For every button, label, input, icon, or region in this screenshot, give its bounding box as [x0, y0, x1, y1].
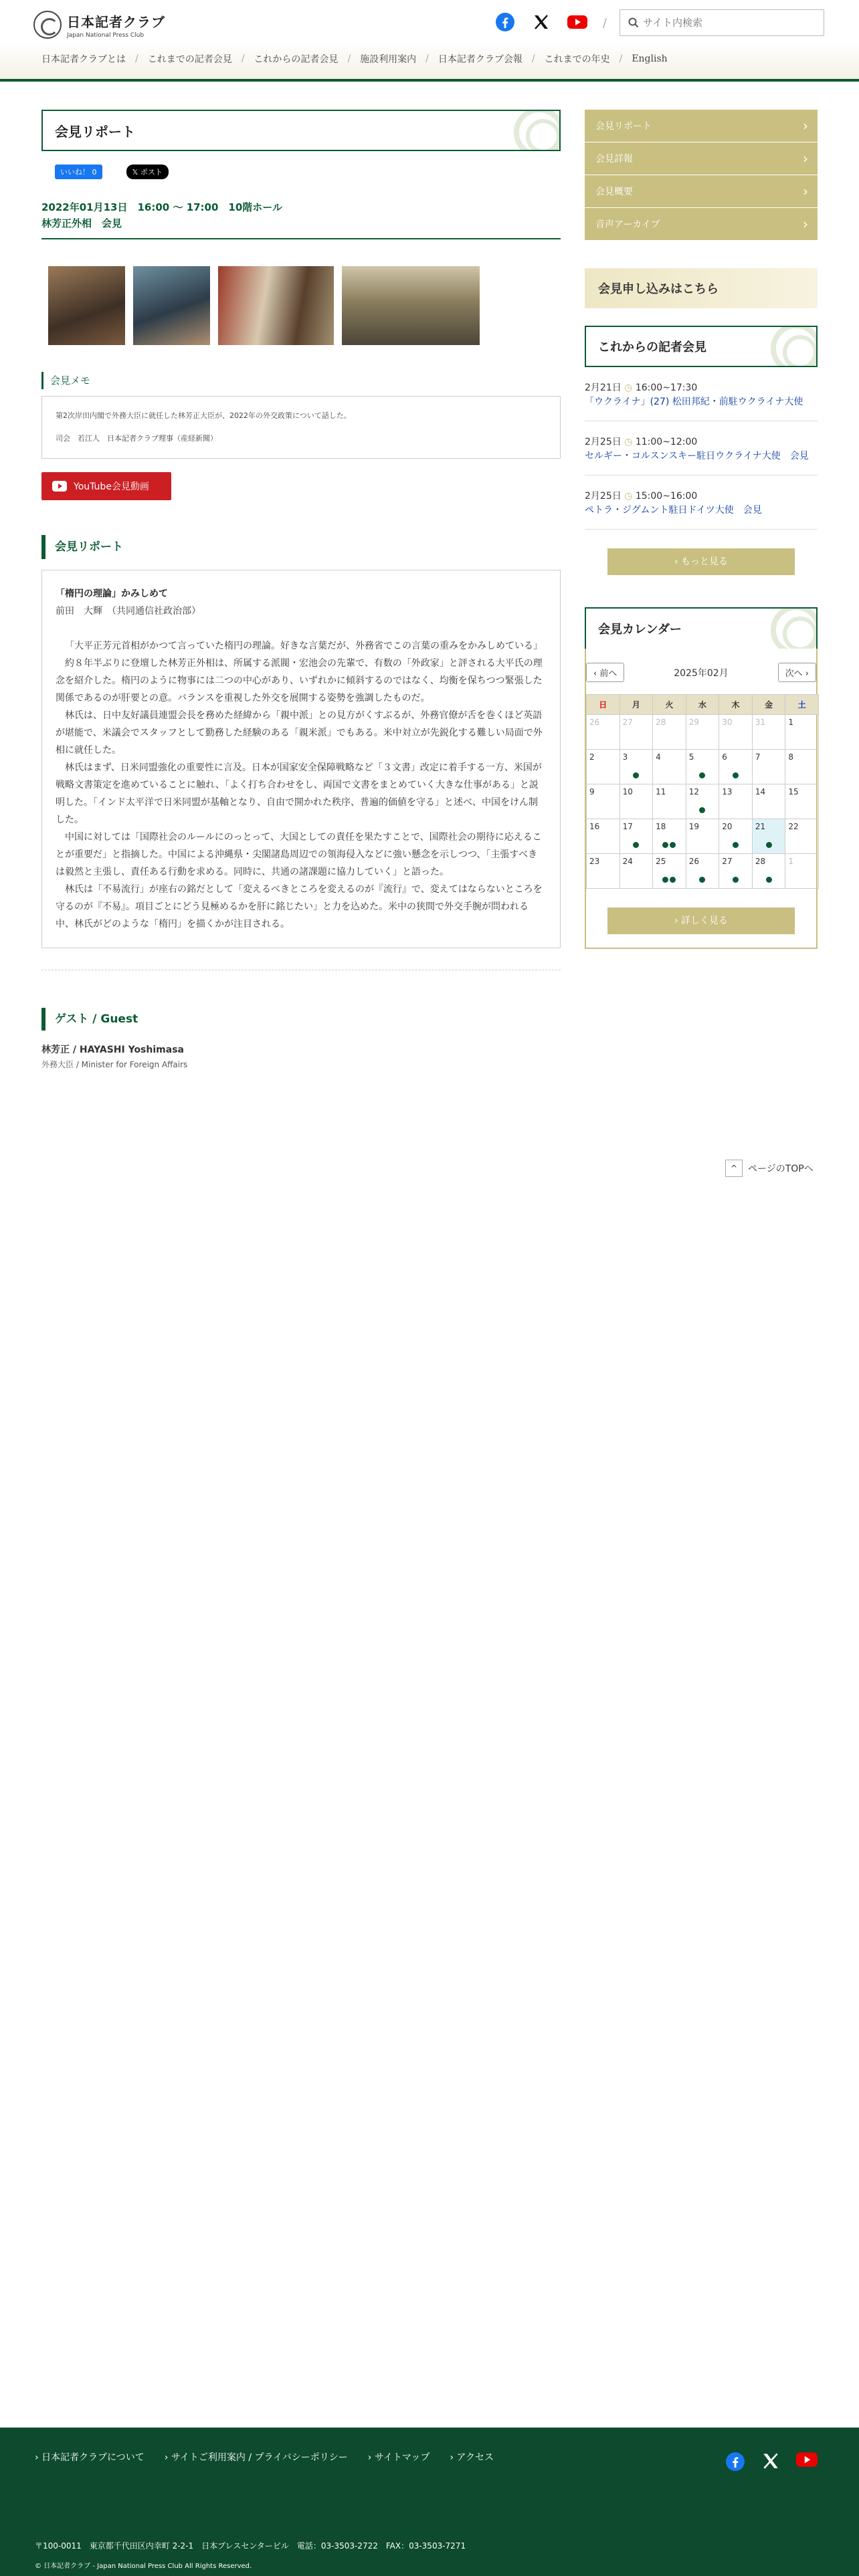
memo-heading: 会見メモ	[41, 372, 561, 389]
calendar-day	[619, 784, 653, 819]
report-paragraph: 約８年半ぶりに登壇した林芳正外相は、所属する派閥・宏池会の先輩で、有数の「外政家」と評される大平氏の理念を紹介した。楕円のように物事には二つの中心があり、いずれかに傾斜するのではなく、均衡を保ちつつ緊張した関係であるのが肝要との意。バランスを重視した外交を展開する姿勢を強調したものだ。	[56, 658, 543, 704]
chevron-right-icon: ›	[450, 2452, 457, 2463]
calendar-day-number: 8	[788, 752, 794, 762]
calendar-detail-button[interactable]: › 詳しく見る	[607, 907, 795, 934]
calendar-weekday: 月	[619, 695, 653, 715]
footer-social-links	[725, 2452, 818, 2474]
footer-link[interactable]	[450, 2450, 494, 2464]
calendar-day[interactable]	[653, 819, 686, 854]
calendar-weekday: 火	[653, 695, 686, 715]
calendar-day-number: 14	[755, 787, 766, 796]
nav-item[interactable]: これからの記者会見	[254, 54, 339, 65]
calendar-day[interactable]	[653, 854, 686, 889]
facebook-icon[interactable]	[495, 12, 515, 32]
report-paragraph: 林氏は、日中友好議員連盟会長を務めた経緯から「親中派」との見方がくすぶるが、外務官僚が舌を巻くほど英語が堪能で、米議会でスタッフとして勤務した経験のある「親米派」でもある。米中対立が先鋭化する難しい局面で外相に就任した。	[56, 710, 543, 756]
calendar-day-number: 1	[788, 857, 794, 866]
nav-separator: /	[135, 53, 138, 64]
calendar-day[interactable]	[719, 854, 753, 889]
report-title: 「楕円の理論」かみしめて	[56, 588, 168, 599]
youtube-icon[interactable]	[567, 12, 587, 32]
chevron-up-icon: ^	[725, 1160, 743, 1177]
calendar-day-number: 10	[622, 787, 633, 796]
chevron-right-icon: ›	[164, 2452, 171, 2463]
memo-moderator: 司会 若江人 日本記者クラブ理事（産経新聞）	[56, 434, 217, 443]
calendar-day-number: 28	[656, 718, 666, 727]
calendar-day[interactable]	[686, 784, 719, 819]
sidebar-menu	[585, 110, 818, 240]
search-icon	[628, 17, 639, 28]
calendar-day-number: 1	[788, 718, 794, 727]
report-paragraph: 中国に対しては「国際社会のルールにのっとって、大国としての責任を果たすことで、国際社会の期待に応えることが重要だ」と指摘した。中国による沖縄県・尖閣諸島周辺での領海侵入などに強い懸念を示しつつ、「主張すべきは毅然と主張し、責任ある行動を求める。同時に、共通の諸課題に協力していく」と語った。	[56, 832, 542, 877]
calendar-day	[587, 819, 620, 854]
event-item	[585, 367, 818, 421]
footer-link-label: サイトマップ	[374, 2452, 430, 2463]
event-dots	[686, 877, 719, 883]
event-dots	[653, 842, 686, 848]
footer-link[interactable]	[368, 2450, 430, 2464]
calendar-day-number: 4	[656, 752, 661, 762]
calendar-prev-button[interactable]: ‹ 前へ	[586, 663, 624, 682]
footer-links	[35, 2450, 494, 2464]
calendar-day	[653, 750, 686, 784]
calendar-day-number: 29	[688, 718, 699, 727]
calendar-day[interactable]	[752, 819, 785, 854]
calendar-day-number: 5	[688, 752, 694, 762]
youtube-icon	[52, 481, 67, 492]
site-header	[0, 0, 859, 79]
page-top-link[interactable]	[725, 1160, 814, 1177]
sidebar	[585, 110, 818, 949]
event-dot-icon	[733, 842, 739, 848]
footer-link[interactable]	[35, 2450, 145, 2464]
nav-separator: /	[619, 53, 623, 64]
guest-heading: ゲスト / Guest	[41, 1008, 561, 1031]
calendar-day-number: 6	[722, 752, 727, 762]
event-dots	[753, 842, 785, 848]
page-top-label: ページのTOPへ	[748, 1164, 814, 1174]
calendar-day-number: 13	[722, 787, 733, 796]
event-item	[585, 475, 818, 530]
calendar-day	[653, 784, 686, 819]
logo-mark-icon	[33, 11, 62, 39]
calendar-day-number: 9	[589, 787, 595, 796]
report-body	[56, 637, 547, 933]
share-row	[41, 165, 561, 179]
logo-title: 日本記者クラブ	[67, 13, 165, 30]
report-author: 前田 大輝 （共同通信社政治部）	[56, 606, 201, 617]
calendar-day	[785, 750, 819, 784]
clock-icon: ◷	[621, 437, 636, 447]
calendar-day	[619, 854, 653, 889]
upcoming-events-list	[585, 367, 818, 530]
calendar-prev-label: 前へ	[599, 669, 617, 679]
footer-link-label: アクセス	[456, 2452, 494, 2463]
calendar-day-number: 20	[722, 822, 733, 831]
footer-address: 〒100-0011 東京都千代田区内幸町 2-2-1 日本プレスセンタービル 電話：03-3503-2722 FAX：03-3503-7271	[35, 2541, 466, 2551]
event-dots	[719, 772, 752, 778]
calendar-day-number: 3	[622, 752, 628, 762]
event-date: 2月25日	[585, 437, 622, 447]
chevron-right-icon: ›	[35, 2452, 42, 2463]
event-dot-icon	[699, 877, 705, 883]
calendar-day-number: 26	[688, 857, 699, 866]
calendar-day	[752, 750, 785, 784]
calendar-heading: 会見カレンダー	[598, 623, 682, 637]
event-dot-icon	[662, 877, 668, 883]
calendar	[585, 649, 818, 949]
event-dot-icon	[670, 877, 676, 883]
calendar-day	[587, 854, 620, 889]
calendar-day	[686, 715, 719, 750]
chevron-right-icon: ›	[367, 2452, 375, 2463]
calendar-day	[785, 715, 819, 750]
search-input[interactable]	[643, 17, 810, 29]
calendar-day-number: 24	[622, 857, 633, 866]
calendar-day-number: 31	[755, 718, 766, 727]
upcoming-heading: これからの記者会見	[598, 340, 706, 354]
calendar-day-number: 15	[788, 787, 799, 796]
sidebar-menu-item[interactable]: 音声アーカイブ ›	[585, 208, 818, 240]
calendar-day	[653, 715, 686, 750]
site-search[interactable]	[619, 9, 824, 36]
footer-link-label: サイトご利用案内 / プライバシーポリシー	[171, 2452, 348, 2463]
logo-subtitle: Japan National Press Club	[67, 31, 145, 39]
guest-role: 外務大臣 / Minister for Foreign Affairs	[41, 1060, 188, 1069]
event-title-link[interactable]: セルギー・コルスンスキー駐日ウクライナ大使 会見	[585, 451, 809, 461]
nav-item[interactable]: 日本記者クラブとは	[41, 54, 126, 65]
event-time: 16:00~17:30	[635, 383, 698, 393]
more-button[interactable]: › もっと見る	[607, 548, 795, 575]
photo-thumbnail[interactable]	[48, 266, 125, 345]
calendar-day	[686, 819, 719, 854]
calendar-weekday: 木	[719, 695, 753, 715]
event-speaker: 林芳正外相 会見	[41, 217, 122, 229]
nav-separator: /	[241, 53, 245, 64]
apply-banner[interactable]: 会見申し込みはこちら	[585, 268, 818, 308]
calendar-weekday: 水	[686, 695, 719, 715]
calendar-day-number: 30	[722, 718, 733, 727]
calendar-day	[719, 715, 753, 750]
facebook-icon[interactable]	[725, 2452, 745, 2474]
x-icon[interactable]	[531, 12, 551, 32]
footer-link-label: 日本記者クラブについて	[41, 2452, 145, 2463]
title-decoration-icon	[514, 110, 561, 151]
nav-item[interactable]: これまでの年史	[544, 54, 610, 65]
calendar-day[interactable]	[619, 750, 653, 784]
calendar-day	[587, 784, 620, 819]
event-dot-icon	[733, 772, 739, 778]
report-paragraph: 林氏は「不易流行」が座右の銘だとして「変えるべきところを変えるのが『流行』で、変えてはならないところを守るのが『不易』。項目ごとにどう見極めるかを肝に銘じたい」と力を込めた。米中の狭間で外交手腕が問われる中、林氏がどのような「楕円」を描くかが注目される。	[56, 884, 543, 930]
event-item	[585, 421, 818, 475]
guest-name: 林芳正 / HAYASHI Yoshimasa	[41, 1045, 184, 1055]
calendar-day-number: 7	[755, 752, 761, 762]
event-title-link[interactable]: 「ウクライナ」(27) 松田邦紀・前駐ウクライナ大使	[585, 397, 803, 407]
event-dot-icon	[733, 877, 739, 883]
calendar-day-number: 27	[722, 857, 733, 866]
calendar-day-number: 17	[622, 822, 633, 831]
footer-link[interactable]	[165, 2450, 348, 2464]
calendar-day	[587, 750, 620, 784]
event-info	[41, 199, 561, 231]
event-date: 2月21日	[585, 383, 622, 393]
site-footer	[0, 2428, 859, 2576]
calendar-detail-label: 詳しく見る	[681, 916, 729, 926]
photo-thumbnail[interactable]	[218, 266, 334, 345]
calendar-weekday: 土	[785, 695, 819, 715]
report-paragraph: 「大平正芳元首相がかつて言っていた楕円の理論。好きな言葉だが、外務省でこの言葉の重みをかみしめている」	[65, 641, 543, 651]
nav-separator: /	[425, 53, 429, 64]
calendar-day-number: 2	[589, 752, 595, 762]
report-box	[41, 570, 561, 948]
calendar-day	[619, 715, 653, 750]
event-dot-icon	[699, 772, 705, 778]
page-title: 会見リポート	[55, 123, 135, 140]
event-date-row	[585, 381, 818, 394]
calendar-day[interactable]	[619, 819, 653, 854]
youtube-video-button[interactable]	[41, 472, 171, 500]
calendar-day[interactable]	[752, 854, 785, 889]
event-dots	[620, 772, 653, 778]
more-button-label: もっと見る	[681, 556, 729, 567]
youtube-video-label: YouTube会見動画	[74, 481, 149, 492]
event-dot-icon	[633, 842, 639, 848]
divider	[41, 238, 561, 239]
calendar-day-number: 26	[589, 718, 600, 727]
event-date-row	[585, 435, 818, 448]
x-post-label: ポスト	[140, 168, 163, 177]
event-dots	[686, 772, 719, 778]
memo-box	[41, 396, 561, 459]
calendar-day-number: 22	[788, 822, 799, 831]
nav-item[interactable]: 日本記者クラブ会報	[438, 54, 522, 65]
event-title-link[interactable]: ペトラ・ジグムント駐日ドイツ大使 会見	[585, 505, 762, 516]
footer-copyright: © 日本記者クラブ - Japan National Press Club All Rights Reserved.	[35, 2563, 252, 2570]
calendar-heading-box	[585, 607, 818, 649]
photo-thumbnail[interactable]	[342, 266, 480, 345]
calendar-grid	[586, 694, 819, 889]
calendar-weekday: 金	[752, 695, 785, 715]
page-title-box	[41, 110, 561, 151]
global-nav	[41, 52, 668, 66]
clock-icon: ◷	[621, 491, 636, 502]
x-post-button[interactable]: 𝕏 ポスト	[126, 165, 169, 179]
report-heading: 会見リポート	[41, 535, 561, 559]
calendar-day-number: 28	[755, 857, 766, 866]
event-dot-icon	[662, 842, 668, 848]
calendar-day	[752, 784, 785, 819]
event-time: 15:00~16:00	[635, 491, 698, 502]
photo-thumbnail[interactable]	[133, 266, 210, 345]
calendar-nav	[586, 649, 816, 694]
nav-item[interactable]: 施設利用案内	[360, 54, 417, 65]
header-divider-line	[0, 79, 859, 82]
calendar-day	[785, 819, 819, 854]
clock-icon: ◷	[621, 383, 636, 393]
site-logo[interactable]	[33, 11, 165, 39]
heading-decoration-icon	[771, 607, 818, 649]
event-dots	[719, 842, 752, 848]
event-dots	[620, 842, 653, 848]
nav-item[interactable]: これまでの記者会見	[147, 54, 232, 65]
event-date-row	[585, 489, 818, 502]
calendar-day-number: 11	[656, 787, 666, 796]
main-content	[41, 110, 561, 1070]
event-datetime: 2022年01月13日 16:00 ～ 17:00 10階ホール	[41, 201, 283, 213]
calendar-day	[587, 715, 620, 750]
calendar-day	[785, 784, 819, 819]
calendar-month: 2025年02月	[674, 667, 729, 679]
sidebar-menu-item[interactable]: 会見詳報 ›	[585, 142, 818, 175]
header-divider: /	[603, 16, 607, 30]
upcoming-heading-box	[585, 326, 818, 367]
event-time: 11:00~12:00	[635, 437, 698, 447]
sidebar-menu-item[interactable]: 会見リポート ›	[585, 110, 818, 142]
event-dots	[686, 807, 719, 813]
heading-decoration-icon	[771, 326, 818, 367]
calendar-next-label: 次へ	[785, 669, 803, 679]
calendar-day[interactable]	[686, 750, 719, 784]
nav-separator: /	[347, 53, 351, 64]
memo-text: 第2次岸田内閣で外務大臣に就任した林芳正大臣が、2022年の外交政策について話した。	[56, 411, 351, 420]
event-dot-icon	[766, 842, 772, 848]
x-icon[interactable]	[761, 2452, 780, 2474]
calendar-day	[752, 715, 785, 750]
calendar-day[interactable]	[719, 750, 753, 784]
youtube-icon[interactable]	[796, 2452, 818, 2474]
event-dot-icon	[670, 842, 676, 848]
calendar-day[interactable]	[686, 854, 719, 889]
event-dot-icon	[699, 807, 705, 813]
calendar-next-button[interactable]: 次へ ›	[778, 663, 816, 682]
calendar-day-number: 23	[589, 857, 600, 866]
event-dot-icon	[633, 772, 639, 778]
calendar-day-number: 25	[656, 857, 666, 866]
calendar-day-number: 18	[656, 822, 666, 831]
event-date: 2月25日	[585, 491, 622, 502]
header-social-links	[495, 12, 587, 32]
calendar-day-number: 21	[755, 822, 766, 831]
calendar-day[interactable]	[719, 819, 753, 854]
event-dots	[753, 877, 785, 883]
photo-gallery	[41, 266, 561, 345]
calendar-day	[719, 784, 753, 819]
calendar-day-number: 12	[688, 787, 699, 796]
event-dots	[653, 877, 686, 883]
nav-separator: /	[531, 53, 535, 64]
calendar-day	[785, 854, 819, 889]
calendar-day-number: 16	[589, 822, 600, 831]
report-paragraph: 林氏はまず、日米同盟強化の重要性に言及。日本が国家安全保障戦略など「３文書」改定に着手する一方、米国が戦略文書策定を進めていることに触れ、「よく打ち合わせをし、両国で文書をまとめていく大きな仕事がある」と説明した。「インド太平洋で日米同盟が基軸となり、自由で開かれた秩序、普遍的価値を守る」と述べ、中国をけん制した。	[56, 762, 542, 825]
calendar-day-number: 19	[688, 822, 699, 831]
calendar-weekday: 日	[587, 695, 620, 715]
nav-item[interactable]: English	[632, 53, 668, 64]
sidebar-menu-item[interactable]: 会見概要 ›	[585, 175, 818, 207]
event-dot-icon	[766, 877, 772, 883]
calendar-day-number: 27	[622, 718, 633, 727]
facebook-like-button[interactable]: いいね！ 0	[55, 165, 102, 179]
event-dots	[719, 877, 752, 883]
